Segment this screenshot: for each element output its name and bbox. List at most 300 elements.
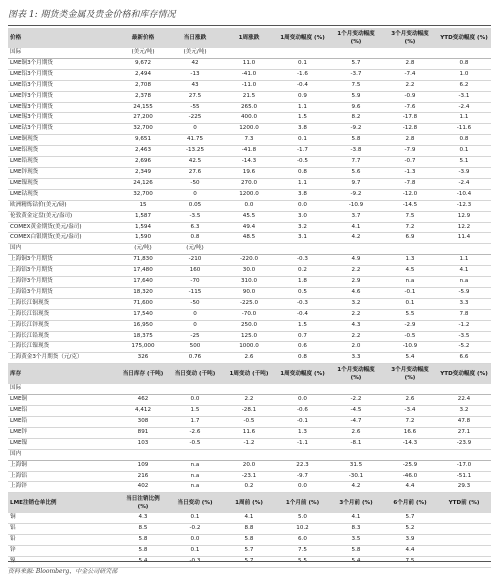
value-cell: -0.5 [222, 417, 276, 428]
value-cell: -3.7 [329, 69, 383, 80]
inventory-intl-label-row [8, 384, 491, 394]
value-cell: 4.2 [329, 482, 383, 493]
price-row [8, 69, 491, 80]
value-cell: 32,700 [118, 189, 168, 200]
value-cell: 2.6 [383, 395, 437, 406]
price-row [8, 287, 491, 298]
value-cell: 2.9 [329, 277, 383, 288]
price-row [8, 233, 491, 244]
empty-cell [329, 384, 383, 394]
value-cell: -7.9 [383, 146, 437, 157]
value-cell: 0.2 [222, 482, 276, 493]
value-cell: 2.2 [329, 331, 383, 342]
value-cell: 27.5 [168, 91, 222, 102]
value-cell: 0.9 [276, 91, 329, 102]
value-cell: 7.7 [329, 157, 383, 168]
empty-cell [437, 546, 491, 557]
value-cell: -0.4 [276, 309, 329, 320]
price-row [8, 331, 491, 342]
price-row [8, 211, 491, 222]
row-label: LME钴现货 [8, 189, 118, 200]
value-cell: -55 [168, 102, 222, 113]
empty-cell [118, 449, 168, 460]
value-cell: 1.1 [437, 255, 491, 266]
value-cell: 7.8 [437, 309, 491, 320]
value-cell: 3.3 [437, 298, 491, 309]
header-cell: 3个月变动幅度 (%) [383, 364, 437, 385]
value-cell: 0.0 [168, 395, 222, 406]
empty-cell [437, 48, 491, 58]
value-cell: -1.6 [276, 69, 329, 80]
header-cell: 1周涨跌 [222, 28, 276, 48]
value-cell: 0.76 [168, 353, 222, 364]
row-label: 铝 [8, 524, 118, 535]
value-cell: 0.1 [437, 146, 491, 157]
price-row [8, 113, 491, 124]
unit-label: (美元/吨) [168, 48, 222, 58]
header-cell: 当日变动 (%) [168, 493, 222, 514]
value-cell: n.a [168, 460, 222, 471]
value-cell: 0.8 [276, 167, 329, 178]
empty-cell [276, 48, 329, 58]
value-cell: 9,651 [118, 135, 168, 146]
row-label: 上海铝 [8, 471, 118, 482]
value-cell: -11.0 [222, 80, 276, 91]
row-label: LME锌现货 [8, 167, 118, 178]
value-cell: -0.9 [383, 91, 437, 102]
price-row [8, 200, 491, 211]
value-cell: 27.6 [168, 167, 222, 178]
value-cell: 8.5 [118, 524, 168, 535]
value-cell: 22.4 [437, 395, 491, 406]
empty-cell [437, 513, 491, 523]
value-cell: 402 [118, 482, 168, 493]
value-cell: 8.8 [222, 524, 276, 535]
value-cell: 216 [118, 471, 168, 482]
inventory-dom-label-row [8, 449, 491, 460]
value-cell: 1.7 [168, 417, 222, 428]
header-cell: 1周前 (%) [222, 493, 276, 514]
value-cell: -28.1 [222, 406, 276, 417]
value-cell: -14.3 [383, 438, 437, 449]
value-cell: -70 [168, 277, 222, 288]
value-cell: 265.0 [222, 102, 276, 113]
value-cell: 8.3 [329, 524, 383, 535]
value-cell: 7.5 [329, 80, 383, 91]
value-cell: -0.5 [276, 157, 329, 168]
value-cell: 0 [168, 320, 222, 331]
value-cell: 16,950 [118, 320, 168, 331]
value-cell: 5.1 [437, 157, 491, 168]
empty-cell [222, 449, 276, 460]
value-cell: 6.9 [383, 233, 437, 244]
row-label: LME铅现货 [8, 157, 118, 168]
value-cell: -0.1 [383, 287, 437, 298]
value-cell: 4.2 [329, 233, 383, 244]
value-cell: -25 [168, 331, 222, 342]
value-cell: -7.8 [383, 178, 437, 189]
value-cell: 9.6 [329, 102, 383, 113]
value-cell: 175,000 [118, 342, 168, 353]
header-cell: YTD变动幅度 (%) [437, 364, 491, 385]
empty-cell [222, 48, 276, 58]
row-label: LME铅 [8, 417, 118, 428]
value-cell: 4.4 [383, 482, 437, 493]
value-cell: 1200.0 [222, 189, 276, 200]
value-cell: -210 [168, 255, 222, 266]
ratio-row [8, 524, 491, 535]
value-cell: 3.2 [329, 298, 383, 309]
inventory-row [8, 471, 491, 482]
value-cell: 0 [168, 124, 222, 135]
dom-unit-row [8, 244, 491, 255]
value-cell: 125.0 [222, 331, 276, 342]
value-cell: 2.2 [383, 80, 437, 91]
figure-title: 图表 1: 期货类金属及贵金价格和库存情况 [8, 10, 176, 20]
value-cell: 7.5 [276, 546, 329, 557]
row-label: 欧洲精炼钴价(美元/磅) [8, 200, 118, 211]
value-cell: 4.6 [329, 287, 383, 298]
value-cell: -23.9 [437, 438, 491, 449]
price-row [8, 298, 491, 309]
value-cell: -0.7 [383, 157, 437, 168]
price-row [8, 135, 491, 146]
row-label: 上海铜3个月期货 [8, 255, 118, 266]
row-label: 上海长江锌现货 [8, 320, 118, 331]
price-header-row [8, 28, 491, 48]
value-cell: -2.4 [437, 102, 491, 113]
value-cell: 5.8 [222, 535, 276, 546]
price-row [8, 255, 491, 266]
value-cell: 4.1 [329, 513, 383, 523]
value-cell: -3.1 [437, 91, 491, 102]
value-cell: 5.5 [383, 309, 437, 320]
value-cell: 1.1 [276, 178, 329, 189]
value-cell: -13 [168, 69, 222, 80]
value-cell: 12.2 [437, 222, 491, 233]
inventory-row [8, 460, 491, 471]
value-cell: 4.1 [222, 513, 276, 523]
value-cell: 1.0 [437, 69, 491, 80]
row-label: LME钴3个月期货 [8, 124, 118, 135]
row-label: 伦敦黄金定盘(美元/盎司) [8, 211, 118, 222]
value-cell: -220.0 [222, 255, 276, 266]
value-cell: 4.1 [329, 222, 383, 233]
source-note: 资料来源: Bloomberg、中金公司研究部 [8, 561, 491, 575]
value-cell: 6.0 [276, 535, 329, 546]
header-cell: 最新价格 [118, 28, 168, 48]
value-cell: 462 [118, 395, 168, 406]
row-label: LME镍3个月期货 [8, 102, 118, 113]
row-label: 上海长江铜现货 [8, 298, 118, 309]
value-cell: -0.2 [168, 524, 222, 535]
price-row [8, 342, 491, 353]
empty-cell [437, 524, 491, 535]
header-cell: 1个月前 (%) [276, 493, 329, 514]
value-cell: 109 [118, 460, 168, 471]
value-cell: -1.3 [383, 167, 437, 178]
value-cell: 5.7 [383, 513, 437, 523]
value-cell: 5.9 [329, 91, 383, 102]
value-cell: 0.5 [276, 287, 329, 298]
value-cell: -3.5 [168, 211, 222, 222]
value-cell: 4.5 [383, 266, 437, 277]
unit-label: (元/吨) [118, 244, 168, 255]
value-cell: 250.0 [222, 320, 276, 331]
header-cell: 1周变动幅度 (%) [276, 364, 329, 385]
value-cell: 29.3 [437, 482, 491, 493]
value-cell: 2,708 [118, 80, 168, 91]
value-cell: 4,412 [118, 406, 168, 417]
header-cell: 3个月前 (%) [329, 493, 383, 514]
header-cell: 当日变动 (千吨) [168, 364, 222, 385]
inventory-row [8, 482, 491, 493]
row-label: 上海铅3个月期货 [8, 287, 118, 298]
value-cell: 0.1 [168, 513, 222, 523]
value-cell: -25.9 [383, 460, 437, 471]
empty-cell [383, 244, 437, 255]
value-cell: 308 [118, 417, 168, 428]
value-cell: 0.1 [276, 135, 329, 146]
value-cell: -10.4 [437, 189, 491, 200]
value-cell: 43 [168, 80, 222, 91]
row-label: LME铜 [8, 395, 118, 406]
value-cell: 18,320 [118, 287, 168, 298]
value-cell: 6.6 [437, 353, 491, 364]
value-cell: -5.2 [437, 342, 491, 353]
value-cell: 16.6 [383, 427, 437, 438]
header-cell: 6个月前 (%) [383, 493, 437, 514]
header-cell: 价格 [8, 28, 118, 48]
empty-cell [222, 244, 276, 255]
empty-cell [383, 48, 437, 58]
value-cell: -5.9 [437, 287, 491, 298]
unit-label: (美元/吨) [118, 48, 168, 58]
value-cell: 2.8 [383, 135, 437, 146]
value-cell: 0.0 [276, 482, 329, 493]
value-cell: 1.3 [276, 427, 329, 438]
value-cell: -8.1 [329, 438, 383, 449]
header-cell: 3个月变动幅度 (%) [383, 28, 437, 48]
value-cell: 71,600 [118, 298, 168, 309]
value-cell: 160 [168, 266, 222, 277]
value-cell: 7.5 [383, 211, 437, 222]
value-cell: -0.4 [276, 80, 329, 91]
row-label: 铜 [8, 513, 118, 523]
row-label: LME铝 [8, 406, 118, 417]
empty-cell [276, 384, 329, 394]
value-cell: -51.1 [437, 471, 491, 482]
value-cell: 0.6 [276, 342, 329, 353]
row-label: 镍 [8, 556, 118, 567]
value-cell: -115 [168, 287, 222, 298]
value-cell: -9.2 [329, 189, 383, 200]
value-cell: 27,200 [118, 113, 168, 124]
value-cell: 3.5 [329, 535, 383, 546]
value-cell: 0.1 [383, 298, 437, 309]
row-label: COMEX黄金期货(美元/盎司) [8, 222, 118, 233]
value-cell: 6.2 [437, 80, 491, 91]
value-cell: -13.25 [168, 146, 222, 157]
price-row [8, 189, 491, 200]
inventory-row [8, 395, 491, 406]
value-cell: 1,587 [118, 211, 168, 222]
value-cell: -9.2 [329, 124, 383, 135]
value-cell: 21.5 [222, 91, 276, 102]
value-cell: 2.6 [222, 353, 276, 364]
value-cell: 90.0 [222, 287, 276, 298]
value-cell: 9.7 [329, 178, 383, 189]
value-cell: 41.75 [168, 135, 222, 146]
value-cell: -0.5 [383, 331, 437, 342]
value-cell: 0.8 [437, 58, 491, 69]
value-cell: n.a [383, 277, 437, 288]
empty-cell [276, 244, 329, 255]
price-row [8, 102, 491, 113]
value-cell: 47.8 [437, 417, 491, 428]
value-cell: 31.5 [329, 460, 383, 471]
section-label: 国内 [8, 244, 118, 255]
value-cell: 18,375 [118, 331, 168, 342]
value-cell: -46.0 [383, 471, 437, 482]
value-cell: 3.8 [276, 124, 329, 135]
value-cell: -9.7 [276, 471, 329, 482]
value-cell: 12.9 [437, 211, 491, 222]
price-row [8, 91, 491, 102]
value-cell: -41.8 [222, 146, 276, 157]
value-cell: 5.4 [383, 353, 437, 364]
value-cell: -30.1 [329, 471, 383, 482]
value-cell: 19.6 [222, 167, 276, 178]
value-cell: 4.4 [383, 546, 437, 557]
value-cell: 3.3 [329, 353, 383, 364]
value-cell: 2.8 [383, 58, 437, 69]
value-cell: 3.8 [276, 189, 329, 200]
empty-cell [329, 48, 383, 58]
value-cell: -23.1 [222, 471, 276, 482]
value-cell: 30.0 [222, 266, 276, 277]
value-cell: 2.2 [329, 266, 383, 277]
header-cell: 当日库存 (千吨) [118, 364, 168, 385]
value-cell: 8.2 [329, 113, 383, 124]
title-rule [8, 25, 491, 26]
empty-cell [383, 384, 437, 394]
inventory-header-row [8, 364, 491, 385]
value-cell: 0.8 [168, 233, 222, 244]
row-label: LME锌 [8, 427, 118, 438]
row-label: 上海长江铝现货 [8, 309, 118, 320]
value-cell: 5.0 [276, 513, 329, 523]
value-cell: 5.7 [222, 546, 276, 557]
value-cell: 1,590 [118, 233, 168, 244]
value-cell: 2,494 [118, 69, 168, 80]
empty-cell [437, 244, 491, 255]
value-cell: 10.2 [276, 524, 329, 535]
value-cell: 3.9 [383, 535, 437, 546]
value-cell: -14.3 [222, 157, 276, 168]
value-cell: 1.5 [168, 406, 222, 417]
value-cell: 0 [168, 189, 222, 200]
value-cell: 0.1 [168, 546, 222, 557]
ratio-header-row [8, 493, 491, 514]
intl-unit-row [8, 48, 491, 58]
value-cell: -10.9 [329, 200, 383, 211]
section-label: 国际 [8, 384, 118, 394]
value-cell: -1.7 [276, 146, 329, 157]
value-cell: 5.8 [329, 135, 383, 146]
row-label: LME镍 [8, 438, 118, 449]
inventory-row [8, 417, 491, 428]
value-cell: 4.3 [118, 513, 168, 523]
header-cell: 1周变动 (千吨) [222, 364, 276, 385]
value-cell: -3.9 [437, 167, 491, 178]
value-cell: 0.7 [276, 331, 329, 342]
value-cell: -0.3 [276, 255, 329, 266]
value-cell: -225.0 [222, 298, 276, 309]
value-cell: 4.3 [329, 320, 383, 331]
value-cell: -41.0 [222, 69, 276, 80]
value-cell: 0.0 [168, 535, 222, 546]
value-cell: -2.2 [329, 395, 383, 406]
value-cell: 17,640 [118, 277, 168, 288]
value-cell: 49.4 [222, 222, 276, 233]
value-cell: 22.3 [276, 460, 329, 471]
value-cell: -0.5 [168, 438, 222, 449]
value-cell: 42.5 [168, 157, 222, 168]
value-cell: -11.6 [437, 124, 491, 135]
value-cell: 1.1 [437, 113, 491, 124]
value-cell: -7.6 [383, 102, 437, 113]
empty-cell [222, 384, 276, 394]
price-row [8, 167, 491, 178]
inventory-row [8, 406, 491, 417]
value-cell: 1,594 [118, 222, 168, 233]
value-cell: -2.9 [383, 320, 437, 331]
header-cell: YTD前 (%) [437, 493, 491, 514]
value-cell: -12.3 [437, 200, 491, 211]
ratio-row [8, 546, 491, 557]
value-cell: 5.4 [118, 556, 168, 567]
empty-cell [276, 449, 329, 460]
unit-label: (元/吨) [168, 244, 222, 255]
value-cell: 0 [168, 309, 222, 320]
value-cell: -17.8 [383, 113, 437, 124]
price-row [8, 320, 491, 331]
value-cell: 0.8 [276, 353, 329, 364]
header-cell: LME注销仓单比例 [8, 493, 118, 514]
value-cell: n.a [437, 277, 491, 288]
value-cell: 5.7 [222, 556, 276, 567]
value-cell: 5.5 [276, 556, 329, 567]
empty-cell [383, 449, 437, 460]
price-row [8, 157, 491, 168]
value-cell: 27.1 [437, 427, 491, 438]
value-cell: 1000.0 [222, 342, 276, 353]
value-cell: 5.6 [329, 167, 383, 178]
value-cell: -0.3 [276, 298, 329, 309]
value-cell: 0.0 [276, 395, 329, 406]
inventory-row [8, 427, 491, 438]
value-cell: 20.0 [222, 460, 276, 471]
metals-price-inventory-table [8, 28, 491, 568]
value-cell: -3.4 [383, 406, 437, 417]
value-cell: 0.0 [222, 200, 276, 211]
value-cell: 17,480 [118, 266, 168, 277]
section-label: 国内 [8, 449, 118, 460]
value-cell: 7.2 [383, 222, 437, 233]
value-cell: 310.0 [222, 277, 276, 288]
row-label: 上海铝3个月期货 [8, 266, 118, 277]
